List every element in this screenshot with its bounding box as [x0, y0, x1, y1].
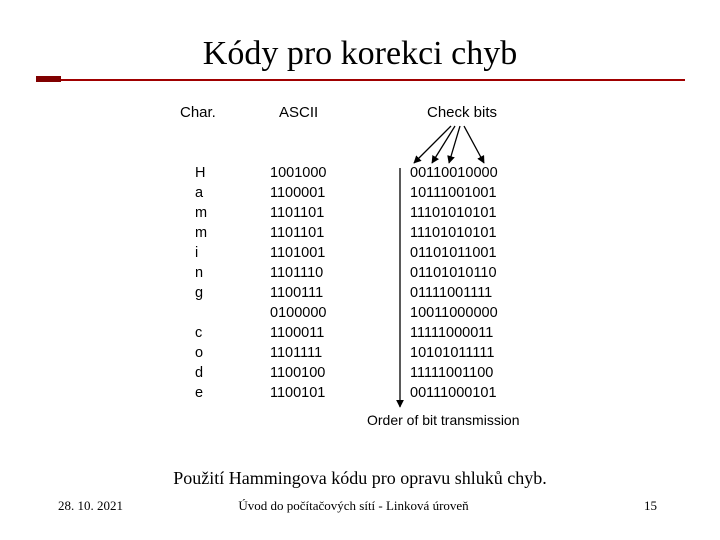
- check-bit-arrows: [414, 126, 484, 163]
- arrow-check-bit-4: [449, 126, 460, 163]
- arrow-check-bit-2: [432, 126, 455, 163]
- row-check-bits: 01101010110: [410, 265, 497, 281]
- code-table: [195, 165, 498, 401]
- row-char: d: [195, 365, 204, 381]
- row-char: e: [195, 385, 204, 401]
- row-ascii: 0100000: [270, 305, 327, 321]
- arrow-check-bit-8: [464, 126, 484, 163]
- row-check-bits: 11101010101: [410, 225, 497, 241]
- footer-course: Úvod do počítačových sítí - Linková úroveň: [238, 498, 469, 513]
- slide-caption: Použití Hammingova kódu pro opravu shluků chyb.: [173, 468, 547, 488]
- page-number: 15: [644, 498, 657, 513]
- row-check-bits: 11101010101: [410, 205, 497, 221]
- row-ascii: 1100100: [270, 365, 326, 381]
- arrow-check-bit-1: [414, 126, 451, 163]
- slide-title: Kódy pro korekci chyb: [202, 35, 518, 72]
- row-ascii: 1100101: [270, 385, 326, 401]
- row-check-bits: 00110010000: [410, 165, 498, 181]
- row-check-bits: 01101011001: [410, 245, 497, 261]
- footer-date: 28. 10. 2021: [58, 498, 123, 513]
- row-check-bits: 11111000011: [410, 325, 494, 341]
- row-ascii: 1100011: [270, 325, 325, 341]
- row-char: g: [195, 285, 204, 301]
- header-char: Char.: [180, 104, 216, 121]
- row-check-bits: 10101011111: [410, 345, 495, 361]
- row-check-bits: 00111000101: [410, 385, 497, 401]
- order-label: Order of bit transmission: [367, 412, 520, 428]
- header-ascii: ASCII: [279, 104, 319, 121]
- row-char: a: [195, 185, 204, 201]
- row-ascii: 1100111: [270, 285, 324, 301]
- row-ascii: 1101110: [270, 265, 324, 281]
- row-char: n: [195, 265, 204, 281]
- row-check-bits: 11111001100: [410, 365, 494, 381]
- row-char: m: [195, 205, 208, 221]
- row-check-bits: 01111001111: [410, 285, 493, 301]
- row-ascii: 1100001: [270, 185, 326, 201]
- row-ascii: 1101111: [270, 345, 323, 361]
- row-check-bits: 10011000000: [410, 305, 498, 321]
- row-ascii: 1001000: [270, 165, 327, 181]
- row-char: H: [195, 165, 206, 181]
- row-char: i: [195, 245, 199, 261]
- row-ascii: 1101101: [270, 225, 325, 241]
- row-char: m: [195, 225, 208, 241]
- row-check-bits: 10111001001: [410, 185, 497, 201]
- row-char: c: [195, 325, 203, 341]
- row-ascii: 1101001: [270, 245, 326, 261]
- row-ascii: 1101101: [270, 205, 325, 221]
- header-check-bits: Check bits: [427, 104, 498, 121]
- row-char: o: [195, 345, 204, 361]
